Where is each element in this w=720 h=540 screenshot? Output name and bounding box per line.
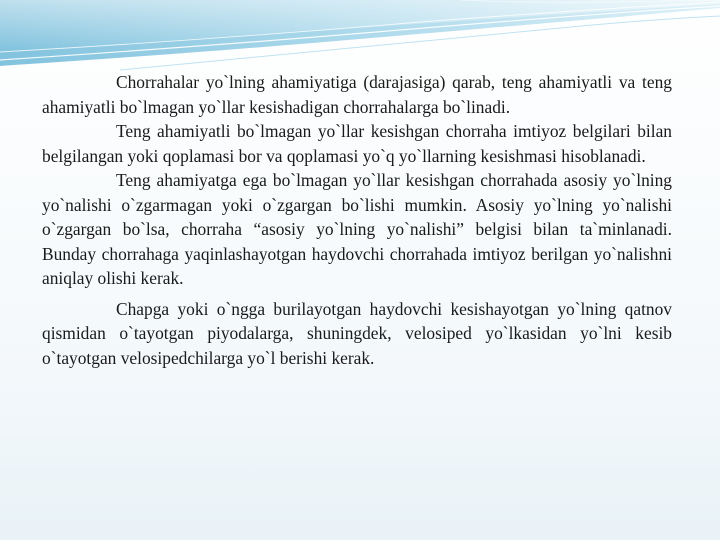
paragraph-1: Chorrahalar yo`lning ahamiyatiga (darajasiga) qarab, teng ahamiyatli va teng ahamiyatli bo`lmagan yo`llar kesishadigan chorrahalarga bo`linadi. [42, 72, 672, 117]
decorative-wave-header [0, 0, 720, 80]
paragraph-3: Teng ahamiyatga ega bo`lmagan yo`llar kesishgan chorrahada asosiy yo`lning yo`nalishi o`zgarmagan yoki o`zgargan bo`lishi mumkin. Asosiy yo`lning yo`nalishi o`zgargan bo`lsa, chorraha “asosiy yo`lning yo`nalishi” belgisi bilan ta`minlanadi. Bunday chorrahaga yaqinlashayotgan haydovchi chorrahada imtiyoz berilgan yo`nalishni aniqlay olishi kerak. [42, 170, 672, 288]
paragraph-4: Chapga yoki o`ngga burilayotgan haydovchi kesishayotgan yo`lning qatnov qismidan o`tayotgan piyodalarga, shuningdek, velosiped yo`lkasidan yo`lni kesib o`tayotgan velosipedchilarga yo`l berishi kerak. [42, 298, 672, 368]
paragraph-2: Teng ahamiyatli bo`lmagan yo`llar kesishgan chorraha imtiyoz belgilari bilan belgilangan yoki qoplamasi bor va qoplamasi yo`q yo`llarning kesishmasi hisoblanadi. [42, 121, 672, 166]
wave-highlight [0, 0, 720, 50]
slide-text-body [42, 70, 672, 370]
